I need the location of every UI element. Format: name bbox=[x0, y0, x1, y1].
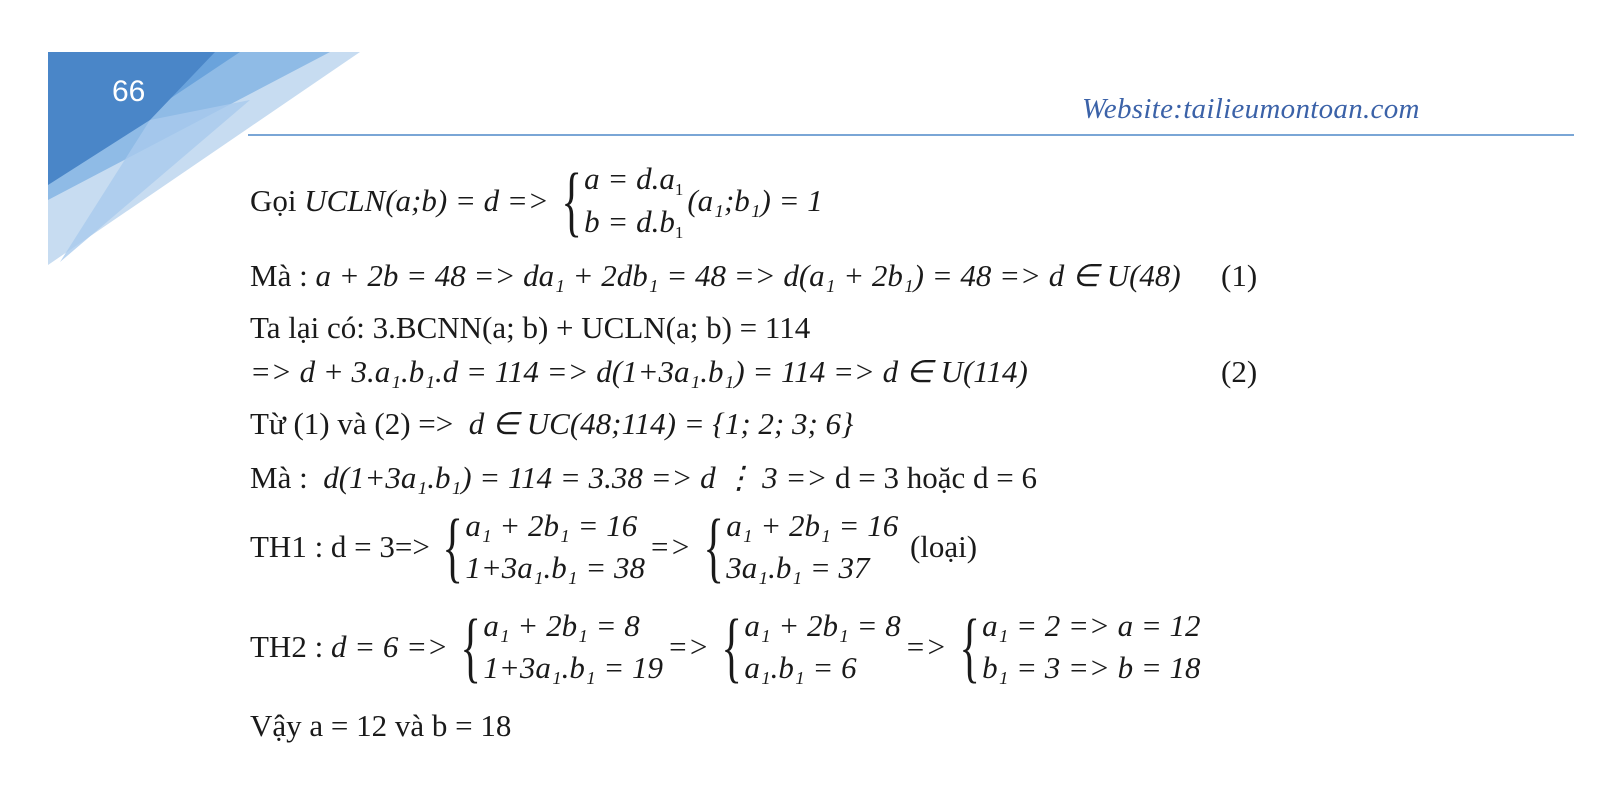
case2-s3-row1: a₁ = 2 => a = 12 bbox=[982, 608, 1201, 643]
line-case-2: TH2 : d = 6 => { a₁ + 2b₁ = 8 1+3a₁.b₁ = 19 => { a₁ + 2b₁ = 8 a₁.b₁ = 6 => { a₁ = 2 => a = 12 b₁ = 3 => b = 18 bbox=[250, 602, 1201, 690]
case1-s1-row1: a₁ + 2b₁ = 16 bbox=[465, 508, 638, 543]
line-ucln-definition bbox=[250, 158, 823, 244]
equation-tag-1: (1) bbox=[1221, 258, 1258, 293]
case2-s1-row2: 1+3a₁.b₁ = 19 bbox=[483, 649, 664, 685]
case1-s1-row2: 1+3a₁.b₁ = 38 bbox=[465, 549, 645, 585]
line-bcnn-condition: Ta lại có: 3.BCNN(a; b) + UCLN(a; b) = 114 bbox=[250, 310, 811, 345]
case1-s2-row2: 3a₁.b₁ = 37 bbox=[726, 549, 870, 585]
system-a-b: { $a = d.a_1$ $b = d.b_1$ bbox=[561, 156, 684, 244]
system-row-a: a = d.a bbox=[584, 161, 675, 196]
case2-expr: d = 6 => bbox=[330, 628, 448, 664]
line1-prefix: Gọi bbox=[250, 182, 297, 218]
case1-prefix: TH1 : d = 3=> bbox=[250, 528, 430, 564]
line-common-divisors bbox=[250, 406, 853, 442]
line2-prefix: Mà : bbox=[250, 258, 308, 293]
line-conclusion: Vậy a = 12 và b = 18 bbox=[250, 708, 512, 743]
case2-s2-row1: a₁ + 2b₁ = 8 bbox=[744, 608, 901, 643]
case1-s2-row1: a₁ + 2b₁ = 16 bbox=[726, 508, 899, 543]
equation-tag-2: (2) bbox=[1221, 354, 1258, 389]
line-case-1: TH1 : d = 3=> { a₁ + 2b₁ = 16 1+3a₁.b₁ = 38 => { a₁ + 2b₁ = 16 3a₁.b₁ = 37 (loại) bbox=[250, 502, 978, 590]
website-header: Website:tailieumontoan.com bbox=[1082, 93, 1420, 125]
line-divisor-114 bbox=[250, 354, 1028, 390]
case2-s3-row2: b₁ = 3 => b = 18 bbox=[982, 649, 1201, 685]
line6-tail: d = 3 hoặc d = 6 bbox=[835, 460, 1038, 495]
line5-expr: d ∈ UC(48;114) = {1; 2; 3; 6} bbox=[468, 406, 854, 441]
case2-system-1: { a₁ + 2b₁ = 8 1+3a₁.b₁ = 19 bbox=[460, 602, 664, 690]
case2-s2-row2: a₁.b₁ = 6 bbox=[744, 649, 857, 685]
line1-expr: UCLN(a;b) = d => bbox=[304, 182, 549, 218]
header-rule bbox=[248, 134, 1574, 136]
line2-expr: a + 2b = 48 => da₁ + 2db₁ = 48 => d(a₁ + 2b₁) = 48 => d ∈ U(48) bbox=[315, 258, 1181, 293]
line6-prefix: Mà : bbox=[250, 460, 308, 495]
case1-rejected: (loại) bbox=[909, 528, 978, 564]
case1-system-1: { a₁ + 2b₁ = 16 1+3a₁.b₁ = 38 bbox=[442, 502, 645, 590]
case2-system-2: { a₁ + 2b₁ = 8 a₁.b₁ = 6 bbox=[721, 602, 901, 690]
case2-system-3: { a₁ = 2 => a = 12 b₁ = 3 => b = 18 bbox=[959, 602, 1201, 690]
line5-prefix: Từ (1) và (2) => bbox=[250, 406, 454, 441]
line-divisible-by-3 bbox=[250, 460, 1037, 496]
system-row-b: b = d.b bbox=[584, 203, 675, 239]
line6-expr: d(1+3a₁.b₁) = 114 = 3.38 => d ⋮ 3 => bbox=[323, 460, 828, 495]
page-number: 66 bbox=[112, 75, 146, 108]
line4-expr: => d + 3.a₁.b₁.d = 114 => d(1+3a₁.b₁) = 114 => d ∈ U(114) bbox=[250, 354, 1028, 389]
line-sum-condition bbox=[250, 258, 1181, 294]
case2-s1-row1: a₁ + 2b₁ = 8 bbox=[483, 608, 640, 643]
case1-system-2: { a₁ + 2b₁ = 16 3a₁.b₁ = 37 bbox=[703, 502, 899, 590]
line1-tail: (a₁;b₁) = 1 bbox=[687, 182, 823, 218]
case2-prefix: TH2 : bbox=[250, 628, 324, 664]
